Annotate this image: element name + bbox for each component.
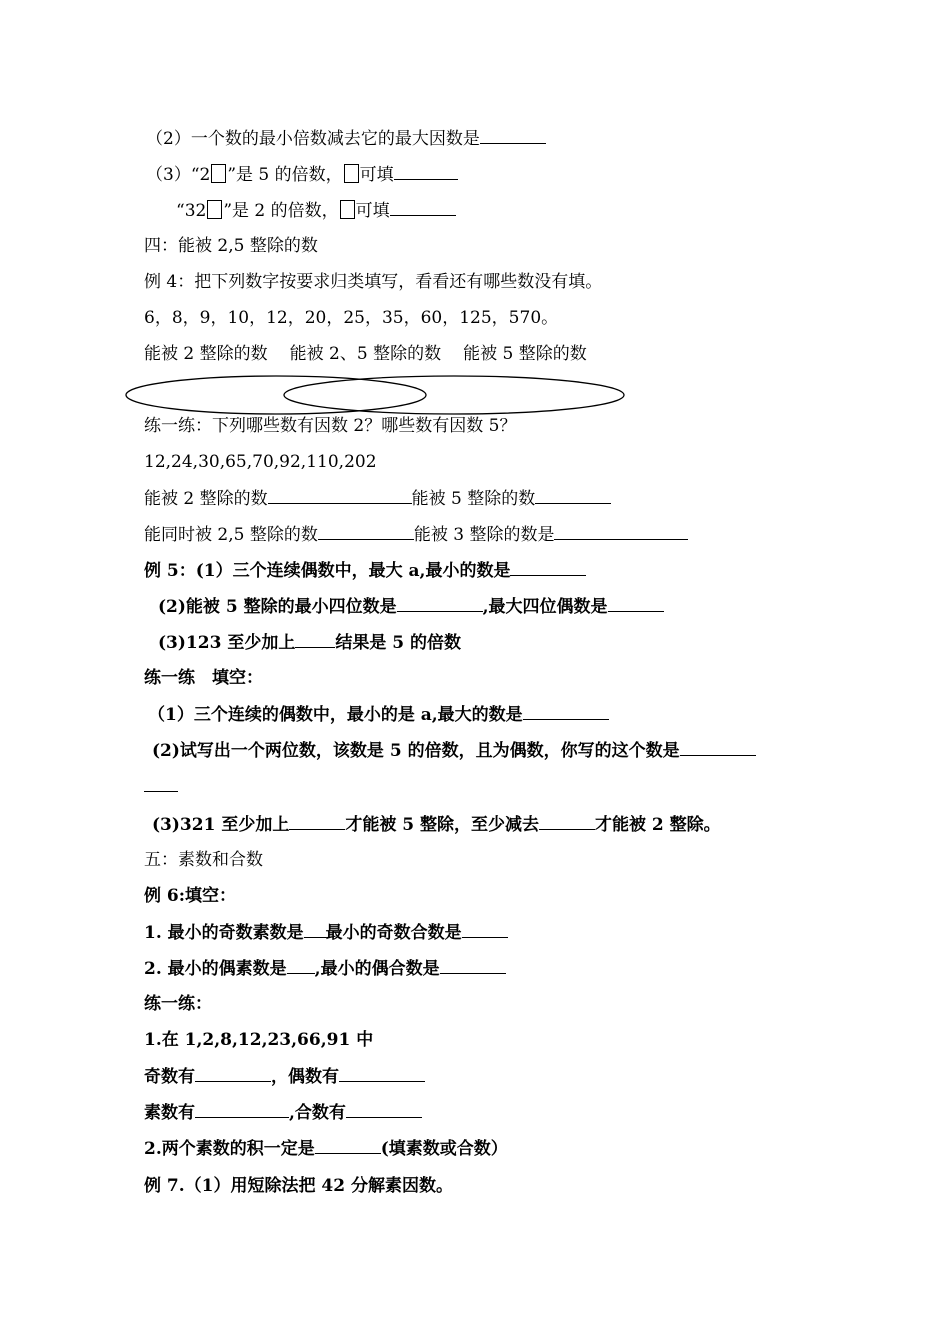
- q3-text-b: ”是 5 的倍数，: [227, 165, 343, 185]
- p2-text-3c: 才能被 2 整除。: [595, 815, 721, 835]
- practice-2-line-3: [152, 813, 721, 836]
- blank-div-2-5[interactable]: [318, 523, 414, 540]
- q3-text-f: 可填: [355, 201, 390, 221]
- ex5-blank-3[interactable]: [608, 595, 664, 612]
- blank-div-3[interactable]: [554, 523, 688, 540]
- practice-line-b: [144, 523, 688, 546]
- q3-text-c: 可填: [359, 165, 394, 185]
- digit-box[interactable]: [344, 164, 359, 183]
- ex5-text-3a: (3)123 至少加上: [158, 633, 296, 653]
- digit-box[interactable]: [211, 164, 226, 183]
- composite-label: ,合数有: [289, 1103, 346, 1123]
- practice-3-line-3: [144, 1101, 422, 1124]
- venn-ellipse-left: [126, 376, 426, 414]
- ex6-text-1b: 最小的奇数合数是: [325, 923, 462, 943]
- blank-div-5[interactable]: [535, 487, 611, 504]
- prime-label: 素数有: [144, 1103, 195, 1123]
- practice-3-line-2: [144, 1065, 425, 1088]
- section-4-heading: 四：能被 2,5 整除的数: [144, 236, 318, 256]
- practice-2-line-2: [152, 739, 756, 762]
- practice-3-line-4: [144, 1137, 508, 1160]
- ex6-text-1a: 1. 最小的奇数素数是: [144, 923, 304, 943]
- venn-label-5: 能被 5 整除的数: [463, 344, 587, 364]
- ex5-blank-1[interactable]: [510, 559, 586, 576]
- venn-ellipse-right: [284, 376, 624, 414]
- q3-text-e: ”是 2 的倍数，: [223, 201, 339, 221]
- digit-box[interactable]: [207, 200, 222, 219]
- label-div-2-5: 能同时被 2,5 整除的数: [144, 525, 318, 545]
- ex5-blank-4[interactable]: [295, 631, 335, 648]
- practice-heading-1: 练一练：下列哪些数有因数 2？哪些数有因数 5？: [144, 416, 517, 436]
- venn-label-2-and-5: 能被 2、5 整除的数: [289, 344, 442, 364]
- ex5-text-3b: 结果是 5 的倍数: [335, 633, 461, 653]
- q2-text: （2）一个数的最小倍数减去它的最大因数是: [146, 129, 480, 149]
- venn-diagram: [120, 372, 630, 420]
- number-list-1: 6，8，9，10，12，20，25，35，60，125，570。: [144, 308, 559, 328]
- p2-blank-4[interactable]: [539, 813, 595, 830]
- example-4: 例 4：把下列数字按要求归类填写，看看还有哪些数没有填。: [144, 272, 603, 292]
- odd-label: 奇数有: [144, 1067, 195, 1087]
- q2-line: [146, 127, 546, 150]
- example-5-line-1: [144, 559, 586, 582]
- q3-line-2: [176, 199, 456, 222]
- digit-box[interactable]: [340, 200, 355, 219]
- p2-blank-2b[interactable]: [144, 775, 178, 792]
- p2-text-1: （1）三个连续的偶数中，最小的是 a,最大的数是: [148, 705, 523, 725]
- q3-blank-1[interactable]: [394, 163, 458, 180]
- venn-labels: [144, 343, 587, 365]
- q3-text-d: “32: [176, 201, 207, 221]
- ex6-text-2a: 2. 最小的偶素数是: [144, 959, 287, 979]
- q2-blank[interactable]: [480, 127, 546, 144]
- number-list-2: 12,24,30,65,70,92,110,202: [144, 452, 377, 472]
- label-div-2: 能被 2 整除的数: [144, 489, 268, 509]
- ex6-blank-1[interactable]: [304, 921, 326, 938]
- label-div-3: 能被 3 整除的数是: [413, 525, 555, 545]
- example-6-line-1: [144, 921, 508, 944]
- ex6-text-2b: ,最小的偶合数是: [314, 959, 440, 979]
- product-blank[interactable]: [315, 1137, 381, 1154]
- even-blank[interactable]: [339, 1065, 425, 1082]
- practice-line-a: [144, 487, 611, 510]
- blank-div-2[interactable]: [268, 487, 412, 504]
- p2-blank-2a[interactable]: [680, 739, 756, 756]
- q3-blank-2[interactable]: [390, 199, 456, 216]
- q3-line-1: [146, 163, 458, 186]
- product-text-b: (填素数或合数）: [380, 1139, 508, 1159]
- section-5-heading: 五：素数和合数: [144, 850, 263, 870]
- product-text-a: 2.两个素数的积一定是: [144, 1139, 315, 1159]
- ex5-text-2a: (2)能被 5 整除的最小四位数是: [158, 597, 397, 617]
- practice-heading-2: 练一练 填空：: [144, 668, 263, 688]
- p2-text-3a: (3)321 至少加上: [152, 815, 290, 835]
- q3-text-a: （3）“2: [146, 165, 211, 185]
- p2-text-2: (2)试写出一个两位数，该数是 5 的倍数，且为偶数，你写的这个数是: [152, 741, 680, 761]
- practice-2-line-2-cont: [144, 775, 178, 798]
- example-5-line-2: [158, 595, 664, 618]
- practice-2-line-1: [148, 703, 609, 726]
- odd-blank[interactable]: [195, 1065, 271, 1082]
- p2-blank-1[interactable]: [523, 703, 609, 720]
- example-6-line-2: [144, 957, 506, 980]
- example-6-heading: 例 6:填空：: [144, 886, 237, 906]
- prime-blank[interactable]: [195, 1101, 289, 1118]
- even-label: ，偶数有: [271, 1067, 339, 1087]
- ex5-text-1: 例 5：(1）三个连续偶数中，最大 a,最小的数是: [144, 561, 511, 581]
- example-5-line-3: [158, 631, 461, 654]
- example-7-line: 例 7.（1）用短除法把 42 分解素因数。: [144, 1176, 453, 1196]
- venn-label-2: 能被 2 整除的数: [144, 344, 268, 364]
- ex6-blank-3[interactable]: [287, 957, 315, 974]
- p2-blank-3[interactable]: [289, 813, 345, 830]
- practice-3-line-1: 1.在 1,2,8,12,23,66,91 中: [144, 1030, 374, 1050]
- practice-heading-3: 练一练：: [144, 994, 212, 1014]
- ex6-blank-4[interactable]: [440, 957, 506, 974]
- p2-text-3b: 才能被 5 整除，至少减去: [345, 815, 539, 835]
- composite-blank[interactable]: [346, 1101, 422, 1118]
- ex5-blank-2[interactable]: [397, 595, 483, 612]
- label-div-5: 能被 5 整除的数: [411, 489, 536, 509]
- ex6-blank-2[interactable]: [462, 921, 508, 938]
- ex5-text-2b: ,最大四位偶数是: [482, 597, 608, 617]
